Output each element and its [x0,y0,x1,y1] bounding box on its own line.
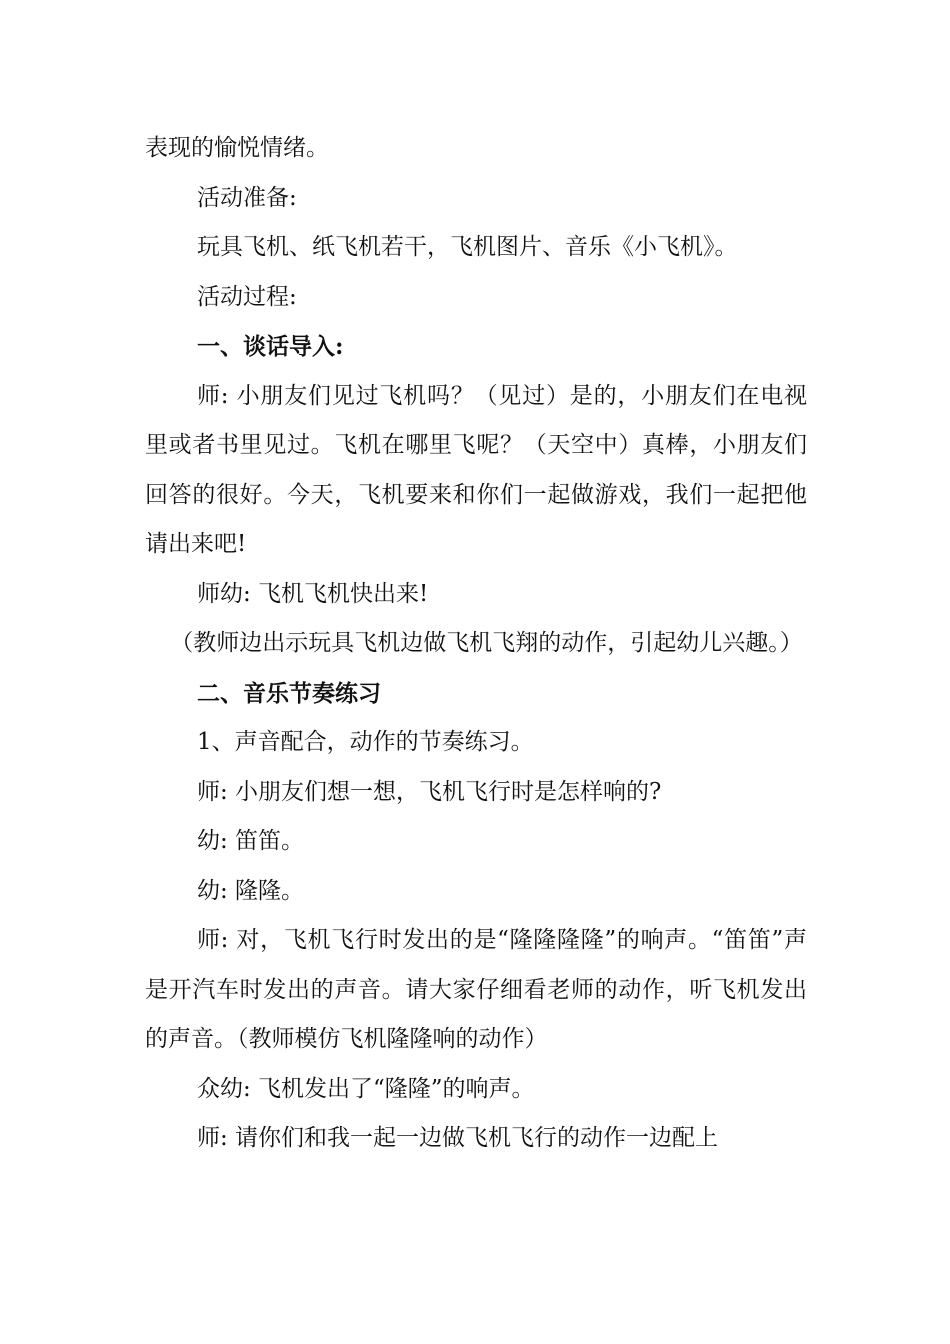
paragraph-teacher-explanation: 师: 对，飞机飞行时发出的是“隆隆隆隆”的响声。“笛笛”声是开汽车时发出的声音。请大家仔细看老师的动作，听飞机发出的声音。（教师模仿飞机隆隆响的动作） [145,927,807,1052]
document-body [145,124,807,1164]
section-heading-conversation-intro: 一、谈话导入: [196,333,344,360]
paragraph-teacher-child-call: 师幼: 飞机飞机快出来! [196,580,429,607]
section-heading-rhythm-practice: 二、音乐节奏练习 [196,679,381,707]
paragraph-children-response: 众幼: 飞机发出了“隆隆”的响声。 [196,1075,535,1102]
paragraph-emotion-end: 表现的愉悦情绪。 [145,135,329,161]
paragraph-child-answer-1: 幼: 笛笛。 [196,828,305,854]
paragraph-teacher-instruction: 师: 请你们和我一起一边做飞机飞行的动作一边配上 [196,1125,719,1151]
paragraph-activity-process-label: 活动过程: [196,283,297,310]
paragraph-teacher-action-note: （教师边出示玩具飞机边做飞机飞翔的动作，引起幼儿兴趣。） [170,630,803,656]
paragraph-teacher-question: 师: 小朋友们想一想，飞机飞行时是怎样响的? [196,778,662,805]
paragraph-materials: 玩具飞机、纸飞机若干，飞机图片、音乐《小飞机》。 [196,234,738,260]
paragraph-child-answer-2: 幼: 隆隆。 [196,877,305,904]
paragraph-activity-preparation-label: 活动准备: [196,184,297,211]
paragraph-rhythm-item-1: 1、声音配合，动作的节奏练习。 [196,729,534,755]
paragraph-teacher-dialogue-1: 师: 小朋友们见过飞机吗？（见过）是的，小朋友们在电视里或者书里见过。飞机在哪里飞呢？（天空中）真棒，小朋友们回答的很好。今天，飞机要来和你们一起做游戏，我们一起把他请出来吧! [145,382,807,557]
